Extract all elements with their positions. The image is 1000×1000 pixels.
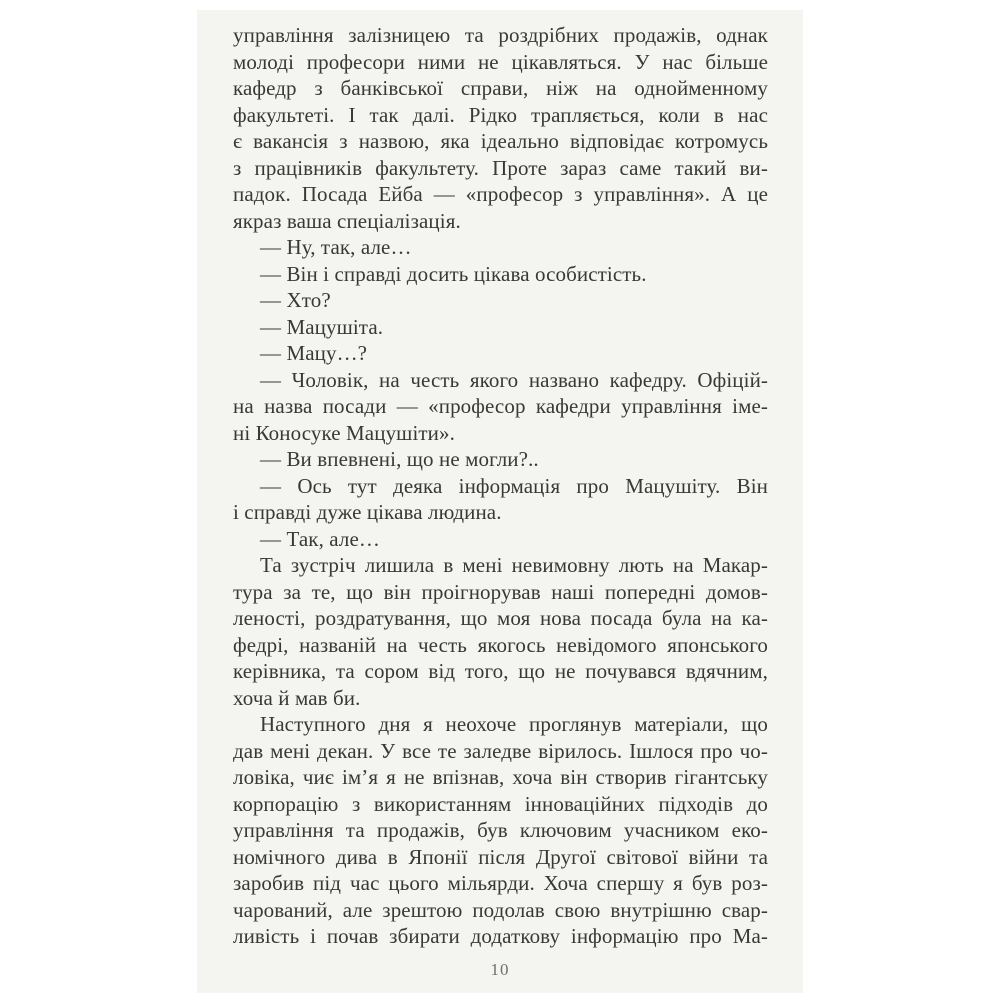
text-line: — Мацушіта. (260, 314, 384, 339)
text-line: на назва посади — «професор кафедри управління іме- (233, 394, 768, 418)
text-line: номічного дива в Японії після Другої світової війни та (233, 844, 768, 869)
text-line: тура за те, що він проігнорував наші попередні домов- (233, 579, 768, 604)
text-line: управління залізницею та роздрібних продажів, однак (233, 23, 768, 47)
text-line: леності, роздратування, що моя нова посада була на ка- (233, 606, 768, 630)
text-line: — Ось тут деяка інформація про Мацушіту. Він (260, 473, 768, 498)
text-line: є вакансія з назвою, яка ідеально відповідає котромусь (233, 129, 768, 153)
text-line: управління та продажів, був ключовим учасником еко- (233, 818, 768, 842)
text-line: — Хто? (260, 288, 331, 312)
text-line: — Так, але… (260, 526, 380, 551)
text-line: — Він і справді досить цікава особистість. (260, 261, 647, 286)
text-line: кафедр з банківської справи, ніж на однойменному (233, 76, 768, 100)
text-line: — Ви впевнені, що не могли?.. (260, 447, 539, 471)
text-line: федрі, названій на честь якогось невідомого японського (233, 632, 768, 657)
text-line: — Чоловік, на честь якого названо кафедру. Офіцій- (260, 367, 768, 392)
text-line: — Мацу…? (260, 341, 368, 365)
page-number: 10 (490, 960, 510, 979)
text-line: хоча й мав би. (233, 685, 361, 710)
text-line: дав мені декан. У все те заледве вірилось. Ішлося про чо- (233, 738, 768, 763)
text-line: Та зустріч лишила в мені невимовну лють на Макар- (260, 553, 768, 577)
text-line: Наступного дня я неохоче проглянув матеріали, що (260, 712, 768, 736)
text-line: молоді професори ними не цікавляться. У нас більше (233, 49, 768, 74)
text-line: ловіка, чиє ім’я я не впізнав, хоча він створив гігантську (233, 765, 768, 789)
text-block (197, 10, 803, 950)
text-line: ливість і почав збирати додаткову інформацію про Ма- (233, 924, 768, 948)
text-line: ні Коносуке Мацушіти». (233, 420, 455, 445)
book-page (197, 10, 803, 993)
text-line: з працівників факультету. Проте зараз саме такий ви- (233, 155, 768, 180)
text-line: і справді дуже цікава людина. (233, 500, 502, 524)
text-line: корпорацію з використанням інноваційних підходів до (233, 791, 768, 816)
text-line: якраз ваша спеціалізація. (233, 208, 461, 233)
text-line: керівника, та сором від того, що не почувався вдячним, (233, 659, 768, 683)
text-line: — Ну, так, але… (260, 235, 412, 259)
text-line: чарований, але зрештою подолав свою внутрішню свар- (233, 897, 768, 922)
text-line: факультеті. І так далі. Рідко трапляється, коли в нас (233, 102, 768, 127)
text-line: падок. Посада Ейба — «професор з управління». А це (233, 182, 768, 206)
text-line: заробив під час цього мільярди. Хоча спершу я був роз- (233, 871, 768, 895)
